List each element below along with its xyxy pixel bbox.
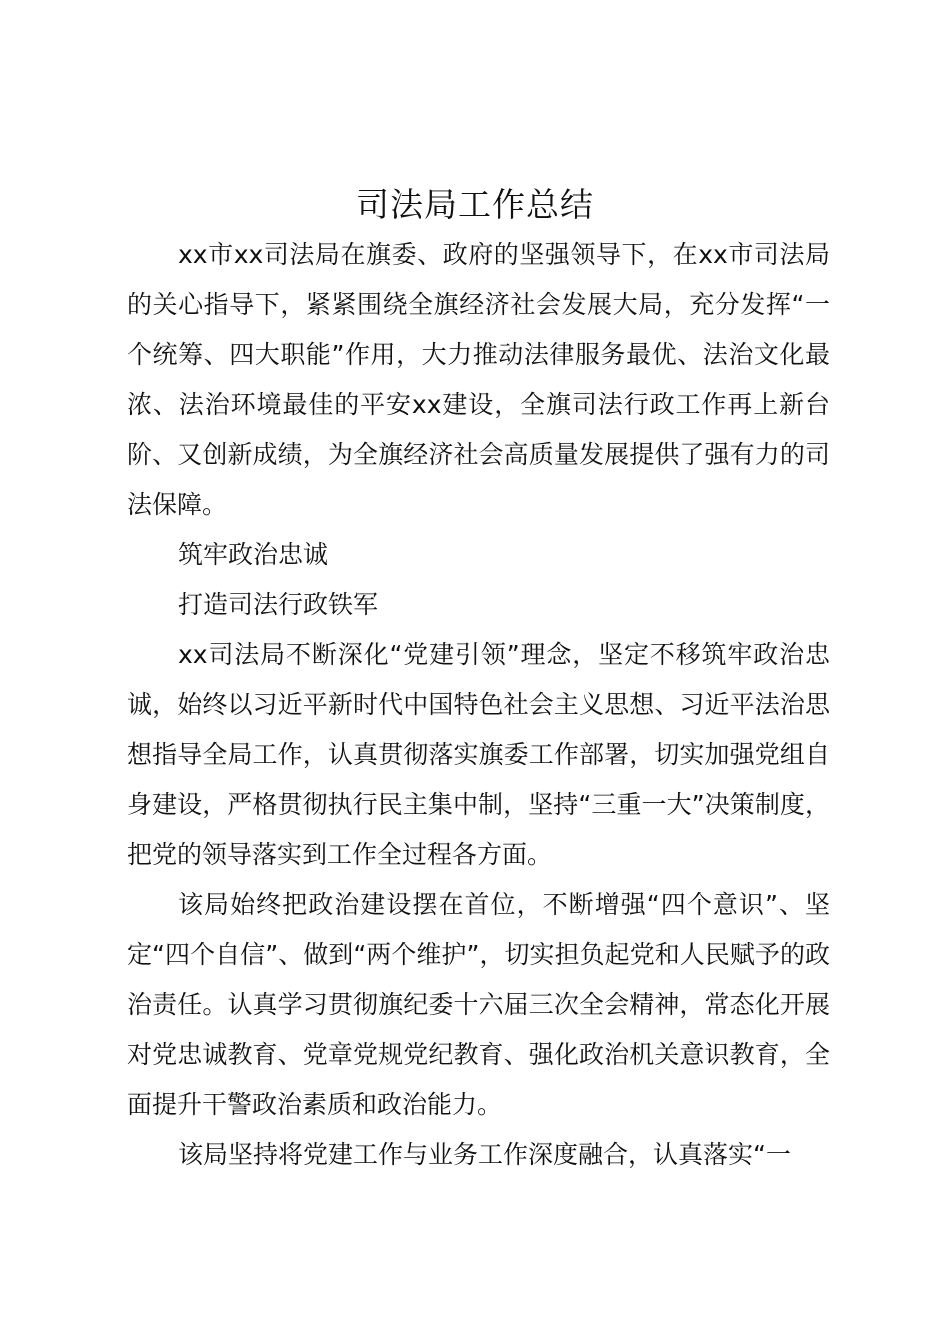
section-heading-line-1: 筑牢政治忠诚	[178, 540, 329, 569]
document-title: 司法局工作总结	[356, 185, 594, 224]
document-body	[127, 230, 830, 1180]
paragraph-integration: 该局坚持将党建工作与业务工作深度融合，认真落实“一	[178, 1140, 791, 1169]
paragraph-intro: xx市xx司法局在旗委、政府的坚强领导下，在xx市司法局的关心指导下，紧紧围绕全旗经济社会发展大局，充分发挥“一个统筹、四大职能”作用，大力推动法律服务最优、法治文化最浓、法治环境最佳的平安xx建设，全旗司法行政工作再上新台阶、又创新成绩，为全旗经济社会高质量发展提供了强有力的司法保障。	[127, 240, 830, 519]
paragraph-political-building: 该局始终把政治建设摆在首位，不断增强“四个意识”、坚定“四个自信”、做到“两个维护”，切实担负起党和人民赋予的政治责任。认真学习贯彻旗纪委十六届三次全会精神，常态化开展对党忠诚教育、党章党规党纪教育、强化政治机关意识教育，全面提升干警政治素质和政治能力。	[127, 890, 830, 1119]
section-heading-line-2: 打造司法行政铁军	[178, 590, 379, 619]
paragraph-party-leadership: xx司法局不断深化“党建引领”理念，坚定不移筑牢政治忠诚，始终以习近平新时代中国特色社会主义思想、习近平法治思想指导全局工作，认真贯彻落实旗委工作部署，切实加强党组自身建设，严格贯彻执行民主集中制，坚持“三重一大”决策制度，把党的领导落实到工作全过程各方面。	[127, 640, 830, 869]
